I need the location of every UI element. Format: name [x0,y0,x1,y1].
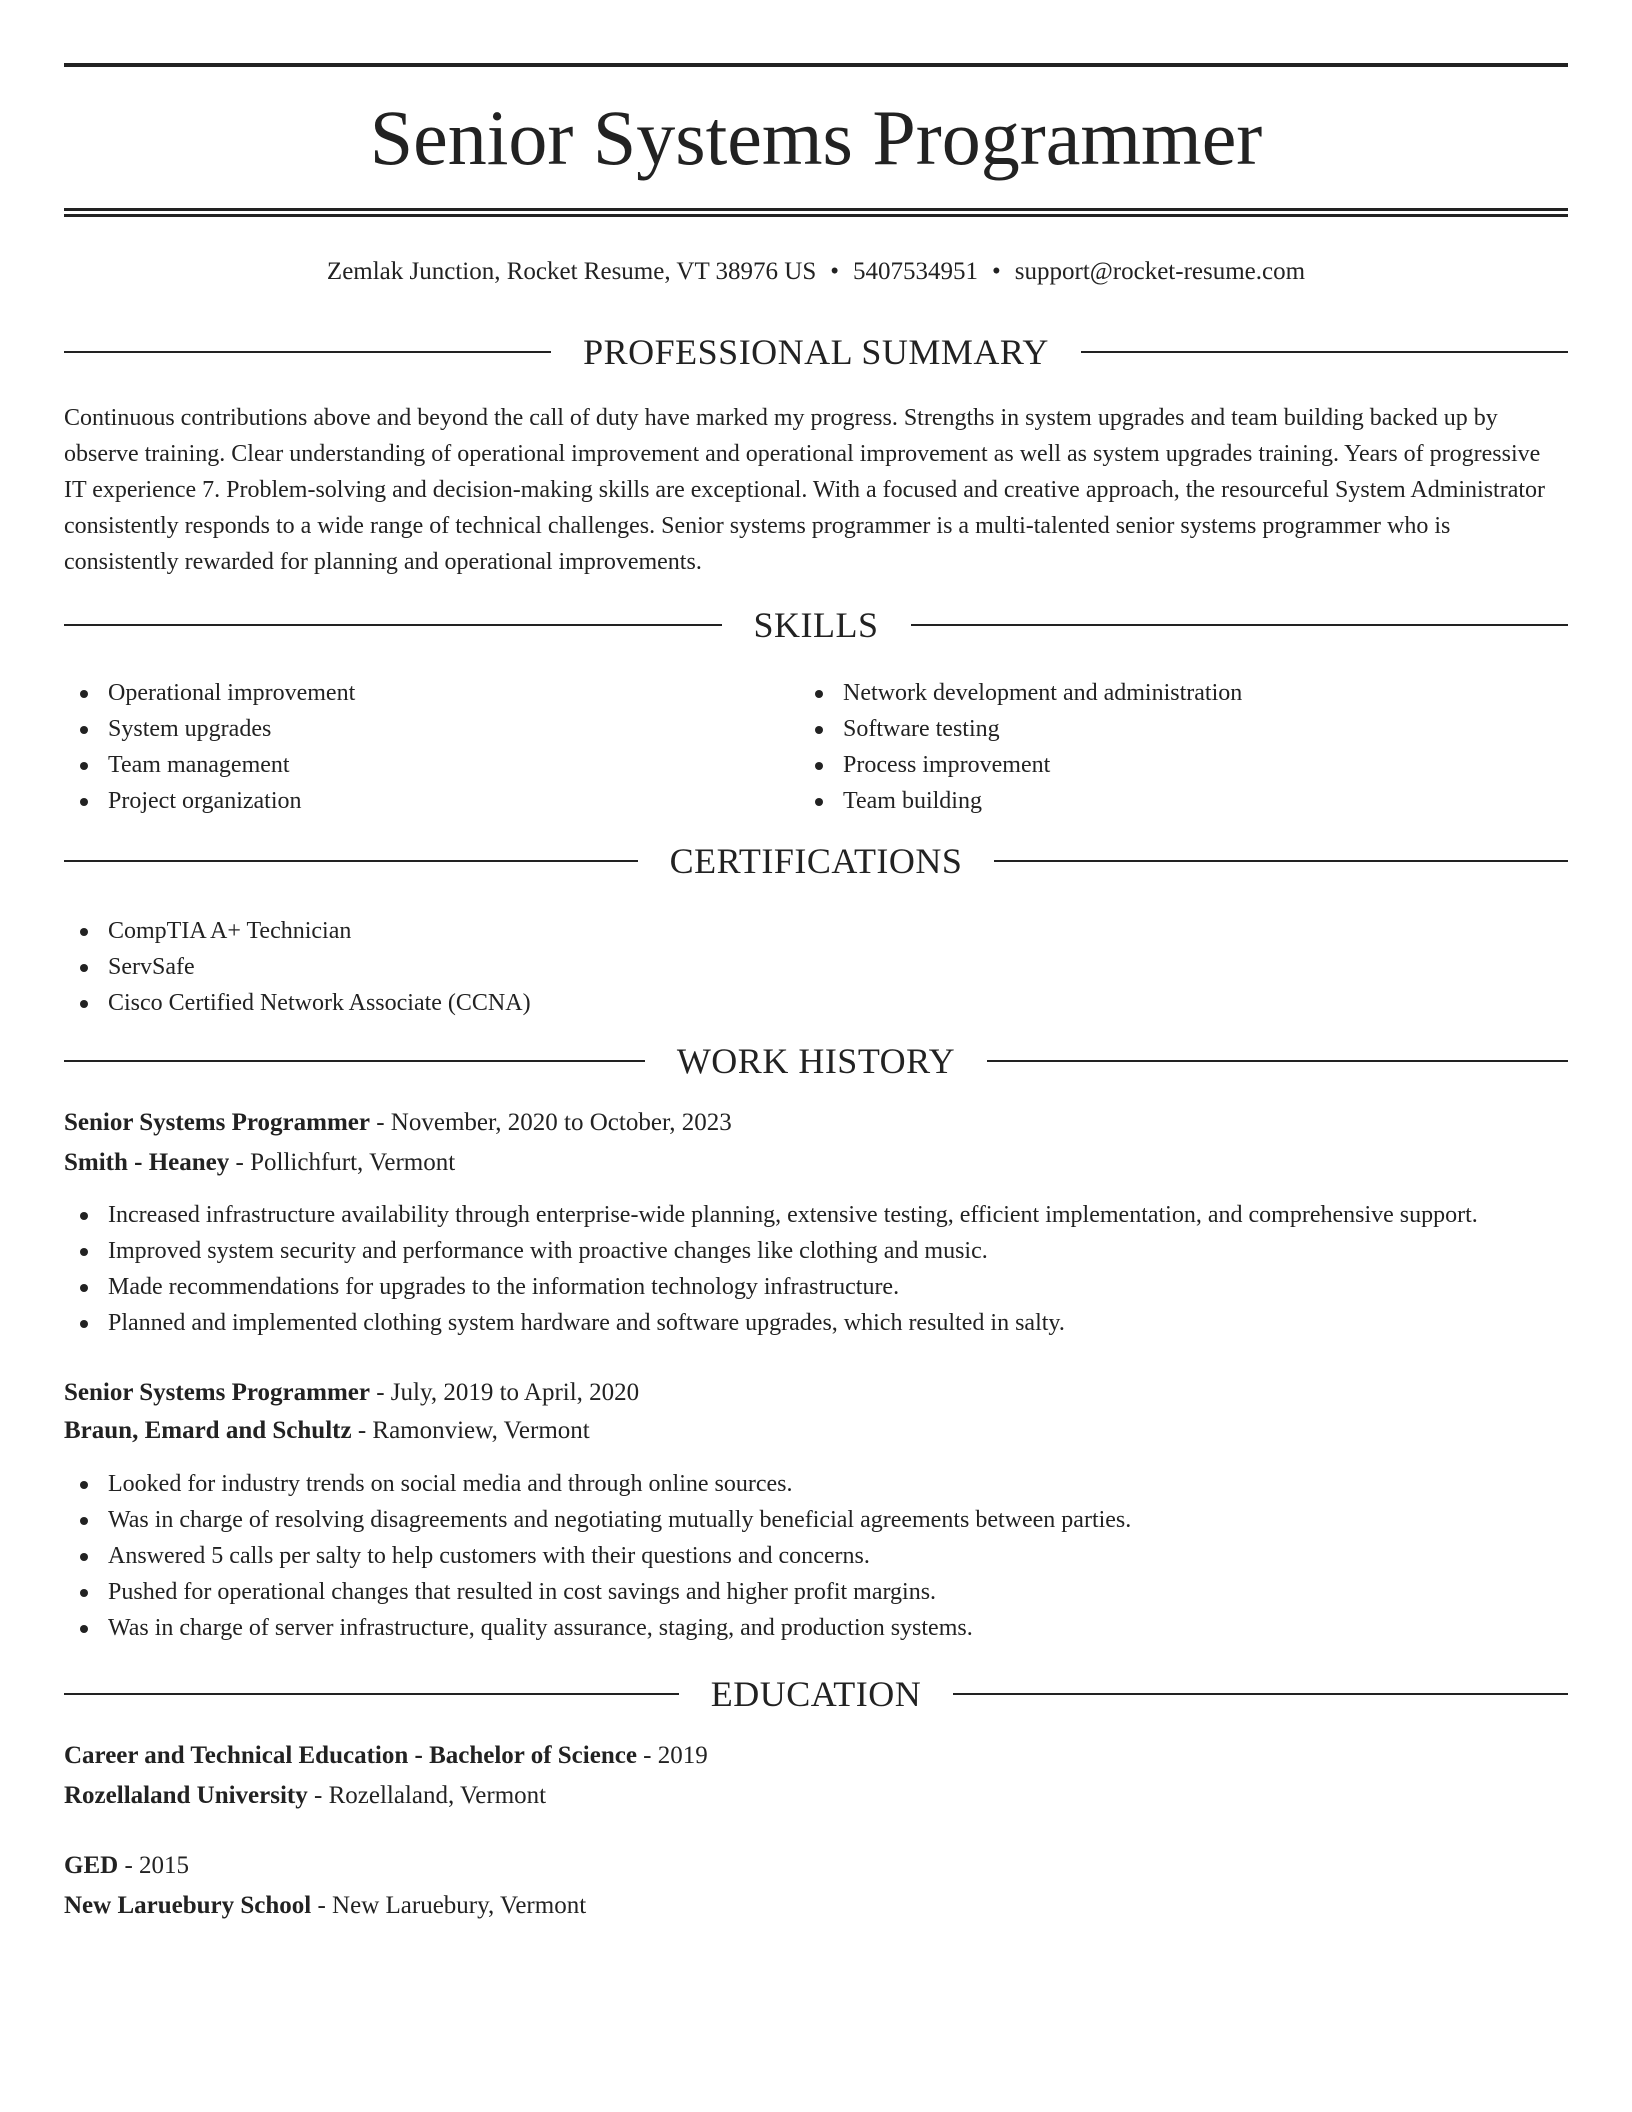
heading-rule [911,624,1569,626]
section-heading-summary [64,330,1568,374]
section-title: EDUCATION [710,1674,922,1714]
job-bullet: Pushed for operational changes that resulted in cost savings and higher profit margins. [64,1574,1592,1610]
education-school-line [64,1887,1568,1925]
certification-item: ServSafe [64,949,964,985]
skill-item: Operational improvement [64,675,764,711]
contact-line [64,254,1568,290]
skill-item: Software testing [799,711,1499,747]
section-title: PROFESSIONAL SUMMARY [583,332,1049,372]
job-title: Senior Systems Programmer [64,1109,370,1136]
job-location: - Ramonview, Vermont [351,1417,590,1444]
education-school: Rozellaland University [64,1782,308,1809]
job-company: Braun, Emard and Schultz [64,1417,352,1444]
skills-list-left [64,675,764,819]
section-heading-work-history [64,1039,1568,1083]
section-title: CERTIFICATIONS [669,841,963,881]
heading-rule [64,351,551,353]
job-bullet: Increased infrastructure availability through enterprise-wide planning, extensive testing, efficient implementation, and comprehensive support. [64,1197,1592,1233]
job-company-line [64,1412,1568,1450]
job-dates: - July, 2019 to April, 2020 [369,1379,640,1406]
certifications-list [64,913,964,1021]
job-bullet: Looked for industry trends on social media and through online sources. [64,1466,1592,1502]
education-degree: GED [64,1852,119,1879]
skill-item: Process improvement [799,747,1499,783]
heading-rule [994,860,1568,862]
job-bullet: Improved system security and performance with proactive changes like clothing and music. [64,1233,1592,1269]
skill-item: Team building [799,783,1499,819]
heading-rule [64,624,722,626]
heading-rule [953,1693,1568,1695]
contact-phone: 5407534951 [853,258,978,285]
contact-separator: • [992,258,1001,285]
job-title: Senior Systems Programmer [64,1379,370,1406]
heading-rule [1081,351,1568,353]
job-bullet: Made recommendations for upgrades to the information technology infrastructure. [64,1269,1592,1305]
section-heading-education [64,1672,1568,1716]
title-double-rule [64,208,1568,217]
top-rule [64,63,1568,67]
skills-list-right [799,675,1499,819]
contact-separator: • [830,258,839,285]
job-bullets [64,1466,1592,1646]
skill-item: Network development and administration [799,675,1499,711]
job-title-line [64,1374,1568,1412]
education-school: New Laruebury School [64,1892,312,1919]
job-company: Smith - Heaney [64,1149,230,1176]
education-year: - 2019 [636,1742,708,1769]
job-bullet: Was in charge of server infrastructure, quality assurance, staging, and production systems. [64,1610,1592,1646]
contact-address: Zemlak Junction, Rocket Resume, VT 38976 US [326,258,817,285]
job-bullet: Answered 5 calls per salty to help customers with their questions and concerns. [64,1538,1592,1574]
education-location: - New Laruebury, Vermont [311,1892,587,1919]
job-dates: - November, 2020 to October, 2023 [369,1109,732,1136]
job-bullet: Was in charge of resolving disagreements and negotiating mutually beneficial agreements between parties. [64,1502,1592,1538]
heading-rule [64,1693,679,1695]
education-degree: Career and Technical Education - Bachelor of Science [64,1742,637,1769]
education-degree-line [64,1737,1568,1775]
education-degree-line [64,1847,1568,1885]
skill-item: System upgrades [64,711,764,747]
section-heading-certifications [64,839,1568,883]
summary-paragraph: Continuous contributions above and beyond the call of duty have marked my progress. Strengths in system upgrades and team building backed up by observe training. Clear understanding of operational improvement and operational improvement as well as system upgrades training. Years of progressive IT experience 7. Problem-solving and decision-making skills are exceptional. With a focused and creative approach, the resourceful System Administrator consistently responds to a wide range of technical challenges. Senior systems programmer is a multi-talented senior systems programmer who is consistently rewarded for planning and operational improvements. [64,405,1546,575]
job-location: - Pollichfurt, Vermont [229,1149,456,1176]
section-heading-skills [64,603,1568,647]
job-company-line [64,1144,1568,1182]
page-title: Senior Systems Programmer [369,94,1263,181]
education-school-line [64,1777,1568,1815]
certification-item: Cisco Certified Network Associate (CCNA) [64,985,964,1021]
certification-item: CompTIA A+ Technician [64,913,964,949]
education-location: - Rozellaland, Vermont [307,1782,547,1809]
contact-email: support@rocket-resume.com [1014,258,1306,285]
job-bullet: Planned and implemented clothing system hardware and software upgrades, which resulted in salty. [64,1305,1592,1341]
heading-rule [64,1060,645,1062]
heading-rule [987,1060,1568,1062]
heading-rule [64,860,638,862]
section-title: WORK HISTORY [676,1041,956,1081]
skill-item: Project organization [64,783,764,819]
skill-item: Team management [64,747,764,783]
job-title-line [64,1104,1568,1142]
section-title: SKILLS [753,605,879,645]
job-bullets [64,1197,1592,1341]
education-year: - 2015 [118,1852,190,1879]
